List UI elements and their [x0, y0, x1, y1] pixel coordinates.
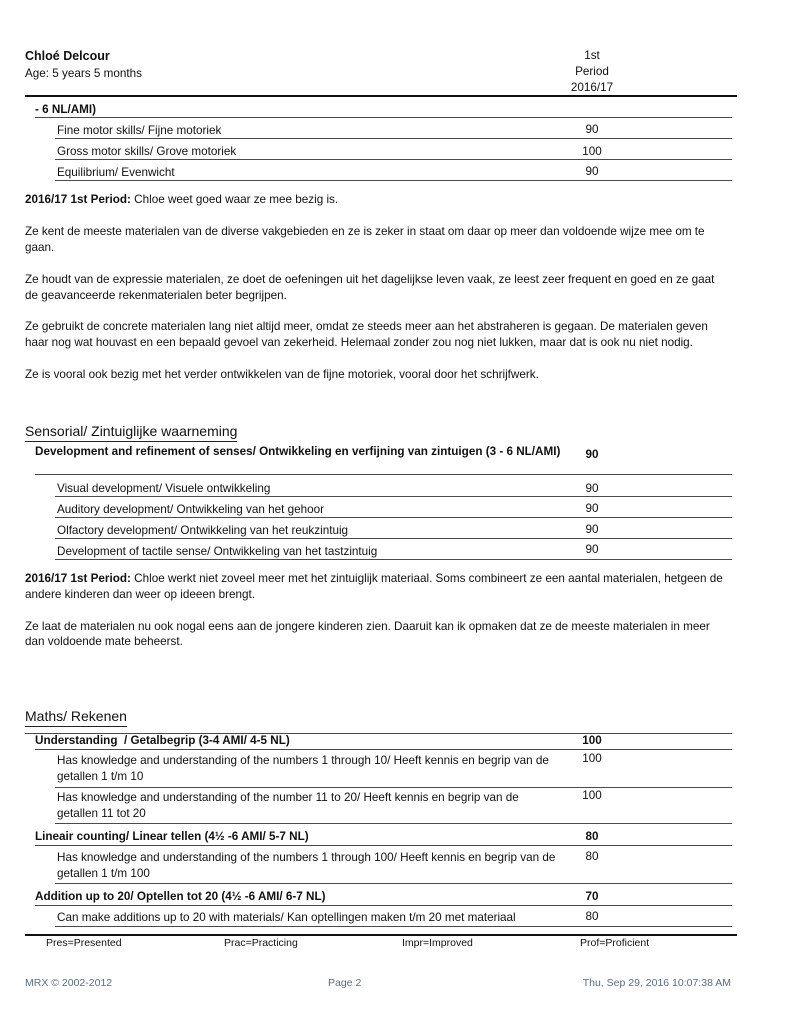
row-divider [55, 517, 732, 518]
footer-timestamp: Thu, Sep 29, 2016 10:07:38 AM [582, 977, 731, 989]
row-divider [55, 538, 732, 539]
sensorial-comment-first-line [25, 572, 723, 586]
sensorial-section-title: Sensorial/ Zintuiglijke waarneming [25, 423, 237, 442]
additions-with-materials-score: 80 [585, 910, 599, 923]
row-divider [55, 926, 732, 927]
student-name: Chloé Delcour [25, 49, 110, 63]
olfactory-development-score: 90 [585, 523, 599, 536]
legend-presented: Pres=Presented [46, 937, 122, 949]
period-year: 2016/17 [570, 81, 614, 94]
addition-category-score: 70 [585, 890, 599, 903]
comment-text: haar nog wat houvast en een bepaald gevoel van zekerheid. Helemaal zonder zou nog niet lukken, maar dat is ook nu niet nodig. [25, 336, 693, 349]
row-divider [55, 883, 732, 884]
auditory-development-label: Auditory development/ Ontwikkeling van het gehoor [57, 503, 325, 516]
comment-text: de geavanceerde rekenmaterialen beter begrijpen. [25, 289, 287, 302]
auditory-development-score: 90 [585, 502, 599, 515]
footer-copyright: MRX © 2002-2012 [25, 977, 113, 989]
period-label: Period [575, 65, 609, 78]
legend-proficient: Prof=Proficient [580, 937, 650, 949]
equilibrium-score: 90 [585, 165, 599, 178]
gross-motor-label: Gross motor skills/ Grove motoriek [57, 145, 237, 158]
olfactory-development-label: Olfactory development/ Ontwikkeling van het reukzintuig [57, 524, 349, 537]
understanding-category-score: 100 [582, 734, 602, 747]
row-divider [55, 159, 732, 160]
comment-text: Ze gebruikt de concrete materialen lang niet altijd meer, omdat ze steeds meer aan het abstraheren is gegaan. De materialen geven [25, 320, 708, 333]
category-divider [35, 845, 732, 846]
footer-page-number: Page 2 [328, 977, 362, 989]
numbers-1-100-label-cont: getallen 1 t/m 100 [57, 867, 150, 880]
legend-practicing: Prac=Practicing [224, 937, 298, 949]
visual-development-label: Visual development/ Visuele ontwikkeling [57, 482, 271, 495]
category-divider [35, 474, 732, 475]
linear-counting-category-label: Lineair counting/ Linear tellen (4½ -6 AMI/ 5-7 NL) [35, 830, 309, 843]
row-divider [55, 180, 732, 181]
comment-text: Ze laat de materialen nu ook nogal eens aan de jongere kinderen zien. Daaruit kan ik opmaken dat ze de meeste materialen in meer [25, 620, 710, 633]
numbers-1-10-label-cont: getallen 1 t/m 10 [57, 770, 144, 783]
category-divider [35, 905, 732, 906]
linear-counting-category-score: 80 [585, 830, 599, 843]
numbers-1-10-label: Has knowledge and understanding of the numbers 1 through 10/ Heeft kennis en begrip van de [57, 754, 549, 767]
period-number: 1st [584, 49, 600, 62]
gross-motor-score: 100 [582, 145, 602, 158]
comment-text: Ze is vooral ook bezig met het verder ontwikkelen van de fijne motoriek, vooral door het schrijfwerk. [25, 368, 539, 381]
category-divider [35, 117, 732, 118]
header-divider [25, 95, 737, 97]
row-divider [55, 138, 732, 139]
tactile-development-score: 90 [585, 543, 599, 556]
row-divider [55, 787, 732, 788]
legend-improved: Impr=Improved [402, 937, 473, 949]
equilibrium-label: Equilibrium/ Evenwicht [57, 166, 175, 179]
tactile-development-label: Development of tactile sense/ Ontwikkeling van het tastzintuig [57, 545, 378, 558]
numbers-11-20-label-cont: getallen 11 tot 20 [57, 807, 146, 820]
additions-with-materials-label: Can make additions up to 20 with materials/ Kan optellingen maken t/m 20 met materiaal [57, 911, 516, 924]
comment-text: Ze houdt van de expressie materialen, ze doet de oefeningen uit het dagelijkse leven vaak, ze leest zeer frequent en goed en ze gaat [25, 273, 715, 286]
understanding-category-label: Understanding / Getalbegrip (3-4 AMI/ 4-5 NL) [35, 734, 290, 747]
numbers-1-10-score: 100 [582, 752, 602, 765]
sensorial-category-label: Development and refinement of senses/ Ontwikkeling en verfijning van zintuigen (3 - 6 NL/AMI) [35, 445, 561, 458]
comment-period-label: 2016/17 1st Period: [25, 193, 131, 206]
comment-text: Chloe weet goed waar ze mee bezig is. [134, 193, 339, 206]
comment-period-label: 2016/17 1st Period: [25, 572, 131, 585]
comment-text: dan voldoende mate beheerst. [25, 635, 183, 648]
fine-motor-label: Fine motor skills/ Fijne motoriek [57, 124, 222, 137]
student-age: Age: 5 years 5 months [25, 67, 142, 80]
comment-text: Chloe werkt niet zoveel meer met het zintuiglijk materiaal. Soms combineert ze een aantal materialen, hetgeen de [134, 572, 723, 585]
motor-comment-first-line [25, 193, 338, 207]
category-divider [35, 749, 732, 750]
sensorial-category-score: 90 [585, 448, 599, 461]
numbers-1-100-score: 80 [585, 850, 599, 863]
numbers-1-100-label: Has knowledge and understanding of the numbers 1 through 100/ Heeft kennis en begrip van de [57, 851, 556, 864]
numbers-11-20-score: 100 [582, 789, 602, 802]
addition-category-label: Addition up to 20/ Optellen tot 20 (4½ -6 AMI/ 6-7 NL) [35, 890, 326, 903]
motor-category-heading: - 6 NL/AMI) [35, 103, 97, 116]
row-divider [55, 823, 732, 824]
row-divider [55, 496, 732, 497]
fine-motor-score: 90 [585, 123, 599, 136]
comment-text: andere kinderen dan weer op ideeen brengt. [25, 588, 256, 601]
maths-section-title: Maths/ Rekenen [25, 708, 127, 727]
numbers-11-20-label: Has knowledge and understanding of the number 11 to 20/ Heeft kennis en begrip van de [57, 791, 519, 804]
visual-development-score: 90 [585, 482, 599, 495]
comment-text: Ze kent de meeste materialen van de diverse vakgebieden en ze is zeker in staat om daar op meer dan voldoende wijze mee om te [25, 225, 705, 238]
comment-text: gaan. [25, 241, 55, 254]
row-divider [55, 559, 732, 560]
